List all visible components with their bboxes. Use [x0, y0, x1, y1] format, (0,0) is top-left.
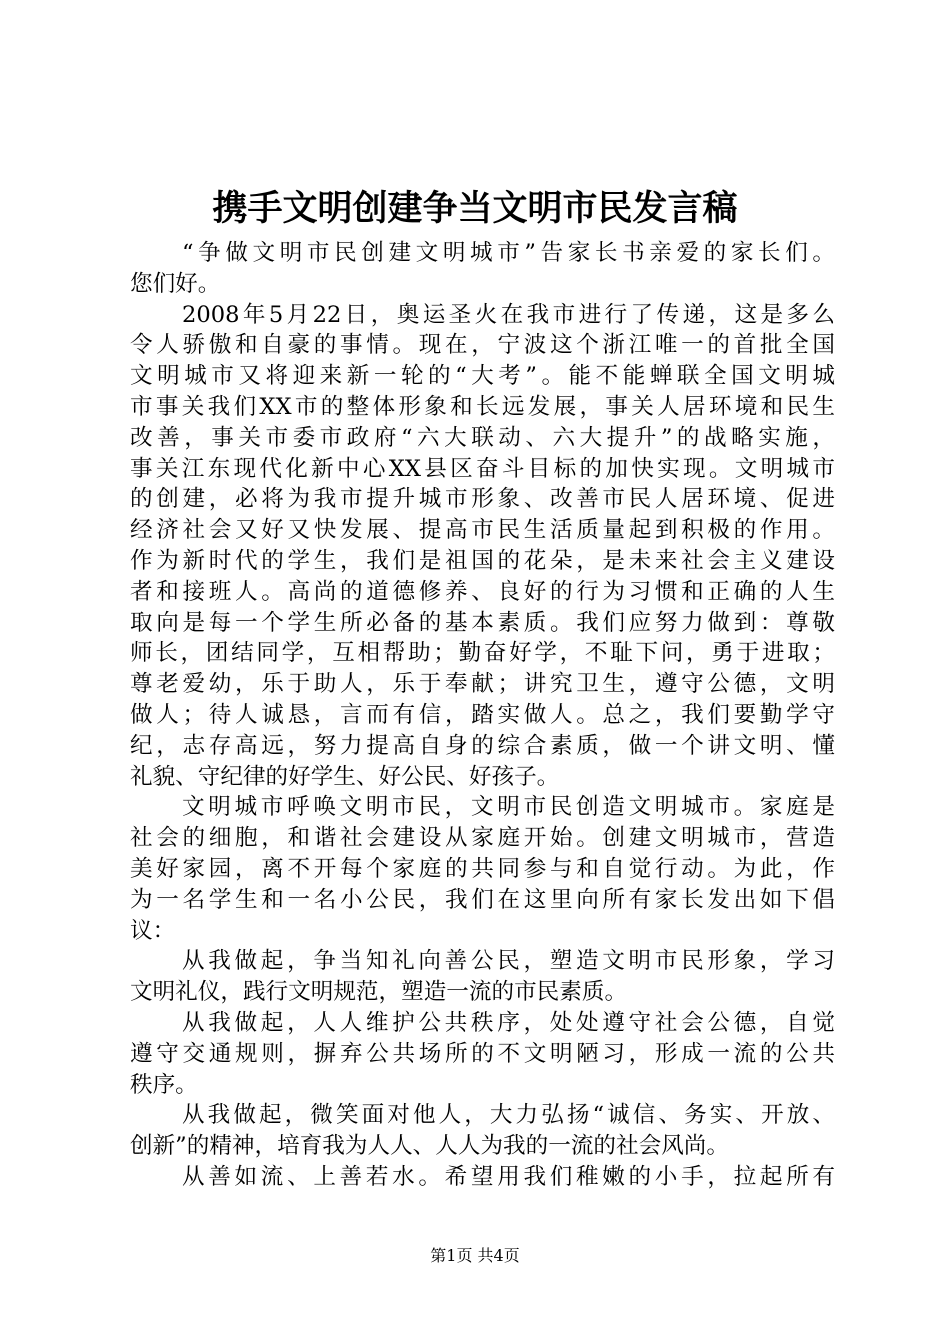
text-line: 从善如流、上善若水。希望用我们稚嫩的小手，拉起所有 [182, 1163, 835, 1190]
text-line: 美好家园，离不开每个家庭的共同参与和自觉行动。为此，作 [130, 855, 835, 882]
text-line: 者和接班人。高尚的道德修养、良好的行为习惯和正确的人生 [130, 578, 835, 605]
text-line: 的创建，必将为我市提升城市形象、改善市民人居环境、促进 [130, 486, 835, 513]
text-line: 作为新时代的学生，我们是祖国的花朵，是未来社会主义建设 [130, 547, 835, 574]
text-line: 社会的细胞，和谐社会建设从家庭开始。创建文明城市，营造 [130, 825, 835, 852]
text-line: 尊老爱幼，乐于助人，乐于奉献；讲究卫生，遵守公德，文明 [130, 671, 835, 698]
text-line: 文明城市呼唤文明市民，文明市民创造文明城市。家庭是 [182, 794, 835, 821]
text-line: 文明城市又将迎来新一轮的“大考”。能不能蝉联全国文明城 [130, 363, 835, 390]
text-line: 秩序。 [130, 1071, 198, 1098]
document-title: 携手文明创建争当文明市民发言稿 [212, 189, 738, 229]
text-line: 事关江东现代化新中心XX县区奋斗目标的加快实现。文明城市 [130, 455, 835, 482]
text-line: 创新”的精神，培育我为人人、人人为我的一流的社会风尚。 [130, 1133, 729, 1160]
text-line: 经济社会又好又快发展、提高市民生活质量起到积极的作用。 [130, 517, 835, 544]
text-line: 礼貌、守纪律的好学生、好公民、好孩子。 [130, 763, 560, 790]
text-line: 为一名学生和一名小公民，我们在这里向所有家长发出如下倡 [130, 886, 835, 913]
text-line: 您们好。 [130, 270, 221, 297]
text-line: 从我做起，人人维护公共秩序，处处遵守社会公德，自觉 [182, 1009, 835, 1036]
text-line: 2008年5月22日，奥运圣火在我市进行了传递，这是多么 [182, 301, 835, 328]
page-footer: 第1页 共4页 [430, 1246, 520, 1265]
text-line: 改善，事关市委市政府“六大联动、六大提升”的战略实施， [130, 424, 835, 451]
text-line: 做人；待人诚恳，言而有信，踏实做人。总之，我们要勤学守 [130, 701, 835, 728]
text-line: “争做文明市民创建文明城市”告家长书亲爱的家长们。 [182, 240, 835, 266]
text-line: 遵守交通规则，摒弃公共场所的不文明陋习，形成一流的公共 [130, 1040, 835, 1067]
text-line: 纪，志存高远，努力提高自身的综合素质，做一个讲文明、懂 [130, 732, 835, 759]
text-line: 文明礼仪，践行文明规范，塑造一流的市民素质。 [130, 979, 628, 1006]
text-line: 从我做起，争当知礼向善公民，塑造文明市民形象，学习 [182, 948, 835, 975]
document-body [130, 238, 835, 1193]
text-line: 取向是每一个学生所必备的基本素质。我们应努力做到：尊敬 [130, 609, 835, 636]
text-line: 师长，团结同学，互相帮助；勤奋好学，不耻下问，勇于进取； [130, 640, 835, 667]
text-line: 市事关我们XX市的整体形象和长远发展，事关人居环境和民生 [130, 393, 835, 420]
text-line: 令人骄傲和自豪的事情。现在，宁波这个浙江唯一的首批全国 [130, 332, 835, 359]
text-line: 从我做起，微笑面对他人，大力弘扬“诚信、务实、开放、 [182, 1102, 835, 1129]
text-line: 议： [130, 917, 176, 944]
